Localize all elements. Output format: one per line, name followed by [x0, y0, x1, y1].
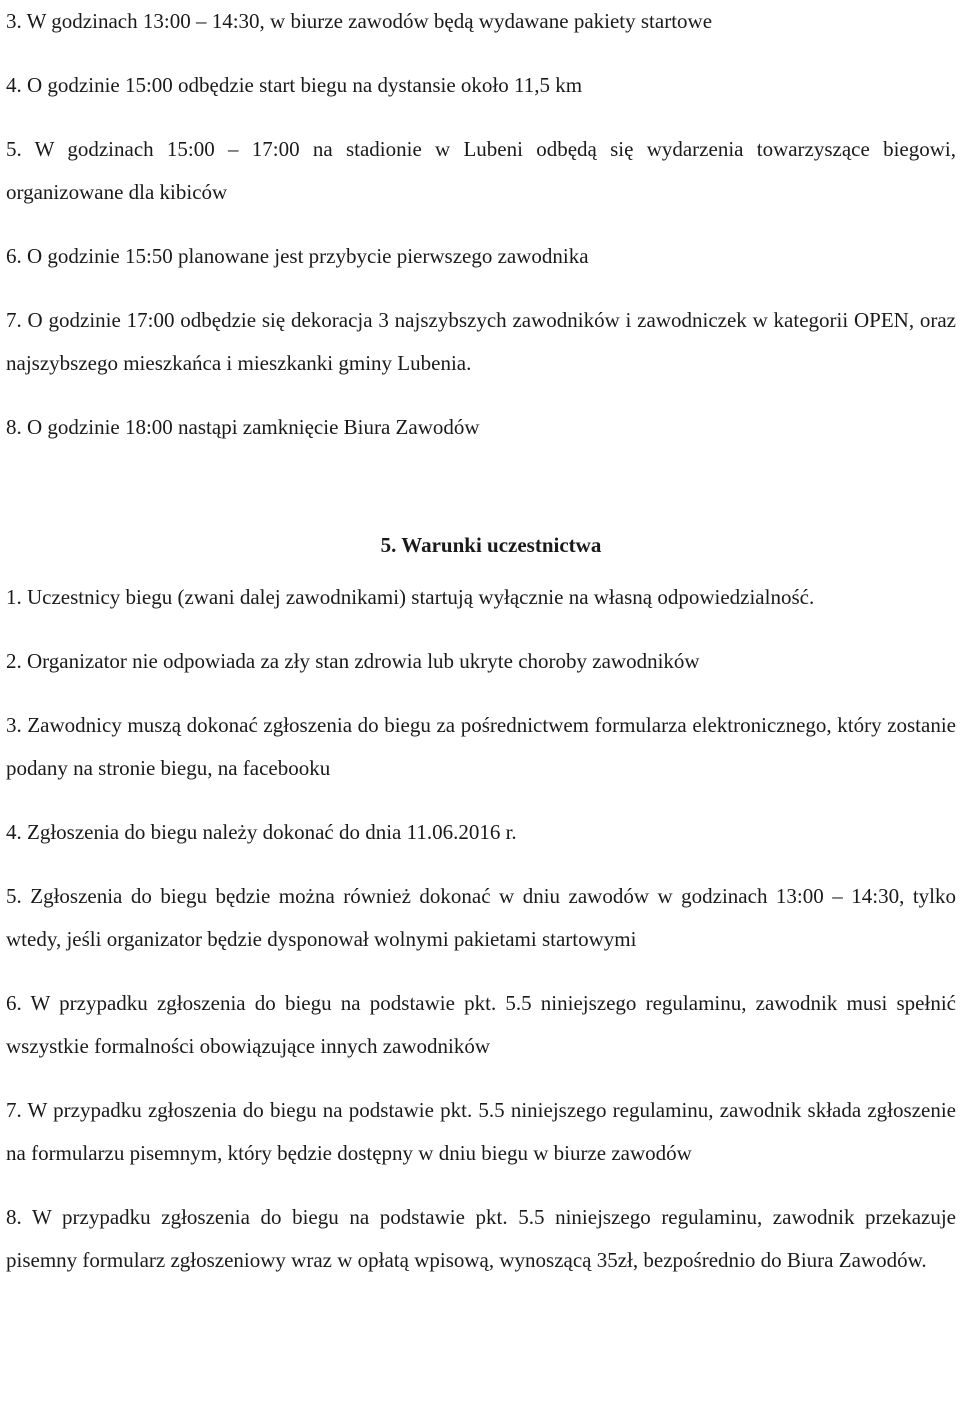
schedule-item-7: 7. O godzinie 17:00 odbędzie się dekoracja 3 najszybszych zawodników i zawodniczek w kategorii OPEN, oraz najszybszego mieszkańca i mieszkanki gminy Lubenia. — [6, 308, 956, 375]
condition-item-3: 3. Zawodnicy muszą dokonać zgłoszenia do biegu za pośrednictwem formularza elektronicznego, który zostanie podany na stronie biegu, na facebooku — [6, 713, 956, 780]
condition-item-7: 7. W przypadku zgłoszenia do biegu na podstawie pkt. 5.5 niniejszego regulaminu, zawodnik składa zgłoszenie na formularzu pisemnym, który będzie dostępny w dniu biegu w biurze zawodów — [6, 1098, 956, 1165]
condition-item-1: 1. Uczestnicy biegu (zwani dalej zawodnikami) startują wyłącznie na własną odpowiedzialność. — [6, 585, 815, 609]
schedule-item-6: 6. O godzinie 15:50 planowane jest przybycie pierwszego zawodnika — [6, 244, 589, 268]
schedule-item-8: 8. O godzinie 18:00 nastąpi zamknięcie Biura Zawodów — [6, 415, 480, 439]
document-page — [6, 0, 956, 1282]
condition-item-4: 4. Zgłoszenia do biegu należy dokonać do dnia 11.06.2016 r. — [6, 820, 517, 844]
condition-item-5: 5. Zgłoszenia do biegu będzie można również dokonać w dniu zawodów w godzinach 13:00 – 14:30, tylko wtedy, jeśli organizator będzie dysponował wolnymi pakietami startowymi — [6, 884, 956, 951]
condition-item-8: 8. W przypadku zgłoszenia do biegu na podstawie pkt. 5.5 niniejszego regulaminu, zawodnik przekazuje pisemny formularz zgłoszeniowy wraz w opłatą wpisową, wynoszącą 35zł, bezpośrednio do Biura Zawodów. — [6, 1205, 956, 1272]
schedule-item-5: 5. W godzinach 15:00 – 17:00 na stadionie w Lubeni odbędą się wydarzenia towarzyszące biegowi, organizowane dla kibiców — [6, 137, 956, 204]
condition-item-2: 2. Organizator nie odpowiada za zły stan zdrowia lub ukryte choroby zawodników — [6, 649, 700, 673]
schedule-item-4: 4. O godzinie 15:00 odbędzie start biegu na dystansie około 11,5 km — [6, 73, 583, 97]
schedule-item-3: 3. W godzinach 13:00 – 14:30, w biurze zawodów będą wydawane pakiety startowe — [6, 9, 713, 33]
section-heading: 5. Warunki uczestnictwa — [380, 533, 602, 557]
condition-item-6: 6. W przypadku zgłoszenia do biegu na podstawie pkt. 5.5 niniejszego regulaminu, zawodnik musi spełnić wszystkie formalności obowiązujące innych zawodników — [6, 991, 956, 1058]
